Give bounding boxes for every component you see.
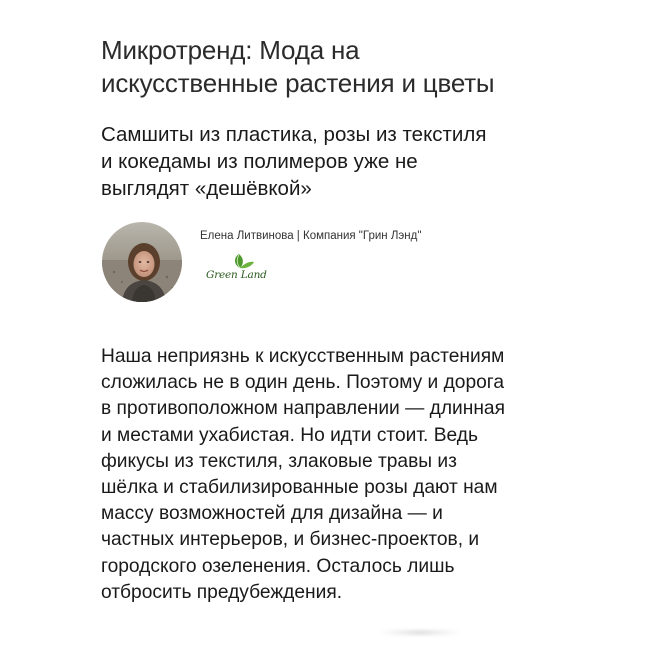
article-title [101,34,621,100]
article-title-line: Микротренд: Мода на [101,35,360,65]
article-subtitle [101,121,621,202]
article-subtitle-line: и кокедамы из полимеров уже не [101,150,418,173]
cut-off-content [380,630,460,635]
lead-line: городского озеленения. Осталось лишь [101,555,455,577]
article-lead [101,344,571,606]
company-logo[interactable] [206,252,276,288]
author-block [102,222,622,304]
lead-line: шёлка и стабилизированные розы дают нам [101,477,498,499]
lead-line: и местами ухабистая. Но идти стоит. Ведь [101,424,478,446]
article-subtitle-line: выглядят «дешёвкой» [101,177,312,200]
author-photo [102,222,182,302]
logo-wordmark: Green Land [206,269,267,281]
lead-line: сложилась не в один день. Поэтому и дорога [101,372,505,394]
author-byline[interactable]: Елена Литвинова | Компания "Грин Лэнд" [200,230,422,242]
lead-line: массу возможностей для дизайна — и [101,503,443,525]
article-subtitle-line: Самшиты из пластика, розы из текстиля [101,123,487,146]
article-title-line: искусственные растения и цветы [101,68,495,98]
lead-line: в противоположном направлении — длинная [101,398,505,420]
lead-line: Наша неприязнь к искусственным растениям [101,346,505,367]
lead-line: отбросить предубеждения. [101,581,343,603]
lead-line: фикусы из текстиля, злаковые травы из [101,450,457,472]
author-avatar[interactable] [102,222,182,302]
lead-line: частных интерьеров, и бизнес-проектов, и [101,529,480,551]
